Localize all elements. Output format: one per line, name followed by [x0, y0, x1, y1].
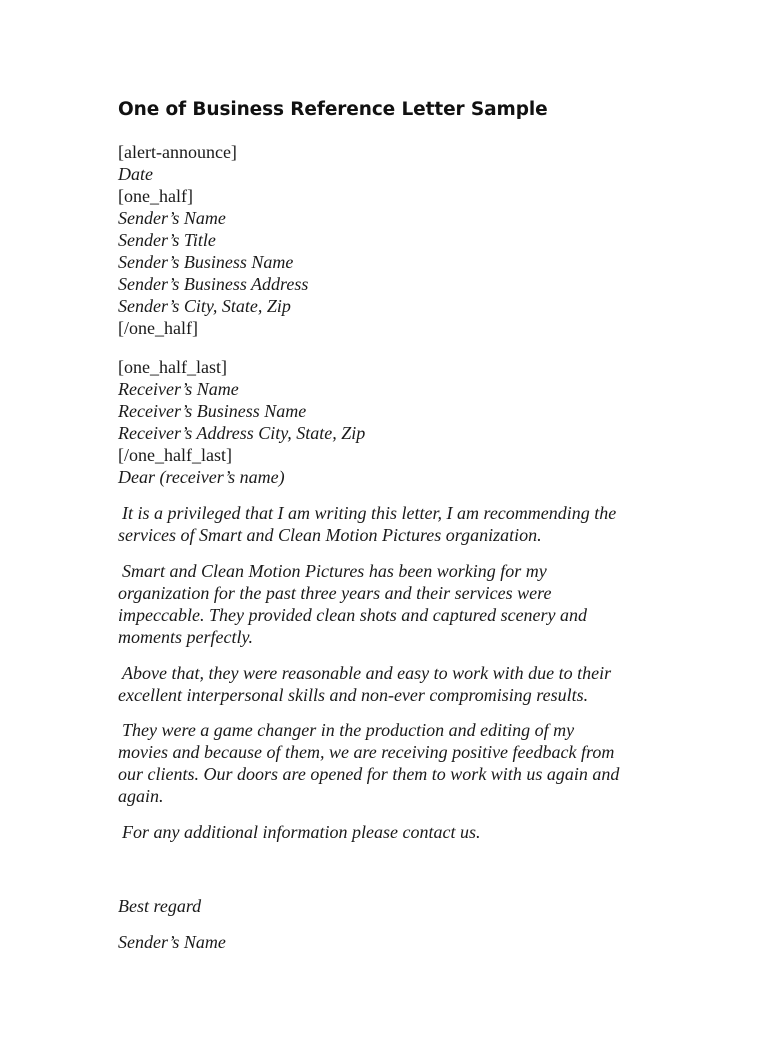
body-paragraph-1 — [118, 502, 658, 546]
paragraph-line: our clients. Our doors are opened for them to work with us again and — [118, 764, 620, 784]
body-paragraph-4 — [118, 719, 658, 807]
receiver-business-name: Receiver’s Business Name — [118, 401, 307, 421]
shortcode-one-half-close: [/one_half] — [118, 318, 198, 338]
body-paragraph-5 — [118, 821, 658, 843]
paragraph-line: Smart and Clean Motion Pictures has been working for my — [122, 561, 547, 581]
receiver-block — [118, 356, 365, 488]
sender-business-name: Sender’s Business Name — [118, 252, 294, 272]
receiver-address: Receiver’s Address City, State, Zip — [118, 423, 366, 443]
sender-city-state-zip: Sender’s City, State, Zip — [118, 296, 291, 316]
paragraph-line: excellent interpersonal skills and non-ever compromising results. — [118, 685, 589, 705]
document-title: One of Business Reference Letter Sample — [118, 99, 548, 120]
signature — [118, 931, 658, 953]
paragraph-line: moments perfectly. — [118, 627, 253, 647]
paragraph-line: For any additional information please contact us. — [122, 822, 481, 842]
shortcode-one-half-last-open: [one_half_last] — [118, 357, 227, 377]
closing-text: Best regard — [118, 896, 202, 916]
paragraph-line: again. — [118, 786, 164, 806]
sender-title: Sender’s Title — [118, 230, 216, 250]
sender-name: Sender’s Name — [118, 208, 226, 228]
date-line: Date — [118, 164, 153, 184]
paragraph-line: impeccable. They provided clean shots and captured scenery and — [118, 605, 588, 625]
receiver-name: Receiver’s Name — [118, 379, 239, 399]
shortcode-alert-announce: [alert-announce] — [118, 142, 237, 162]
paragraph-line: They were a game changer in the production and editing of my — [122, 720, 575, 740]
closing — [118, 895, 658, 917]
body-paragraph-2 — [118, 560, 658, 648]
body-paragraph-3 — [118, 662, 658, 706]
paragraph-line: services of Smart and Clean Motion Pictures organization. — [118, 525, 542, 545]
sender-business-address: Sender’s Business Address — [118, 274, 309, 294]
signature-name: Sender’s Name — [118, 932, 226, 952]
salutation: Dear (receiver’s name) — [118, 467, 285, 487]
paragraph-line: movies and because of them, we are receiving positive feedback from — [118, 742, 615, 762]
paragraph-line: Above that, they were reasonable and easy to work with due to their — [122, 663, 612, 683]
paragraph-line: organization for the past three years and their services were — [118, 583, 552, 603]
shortcode-one-half-open: [one_half] — [118, 186, 193, 206]
sender-block — [118, 141, 308, 339]
shortcode-one-half-last-close: [/one_half_last] — [118, 445, 232, 465]
paragraph-line: It is a privileged that I am writing this letter, I am recommending the — [122, 503, 617, 523]
